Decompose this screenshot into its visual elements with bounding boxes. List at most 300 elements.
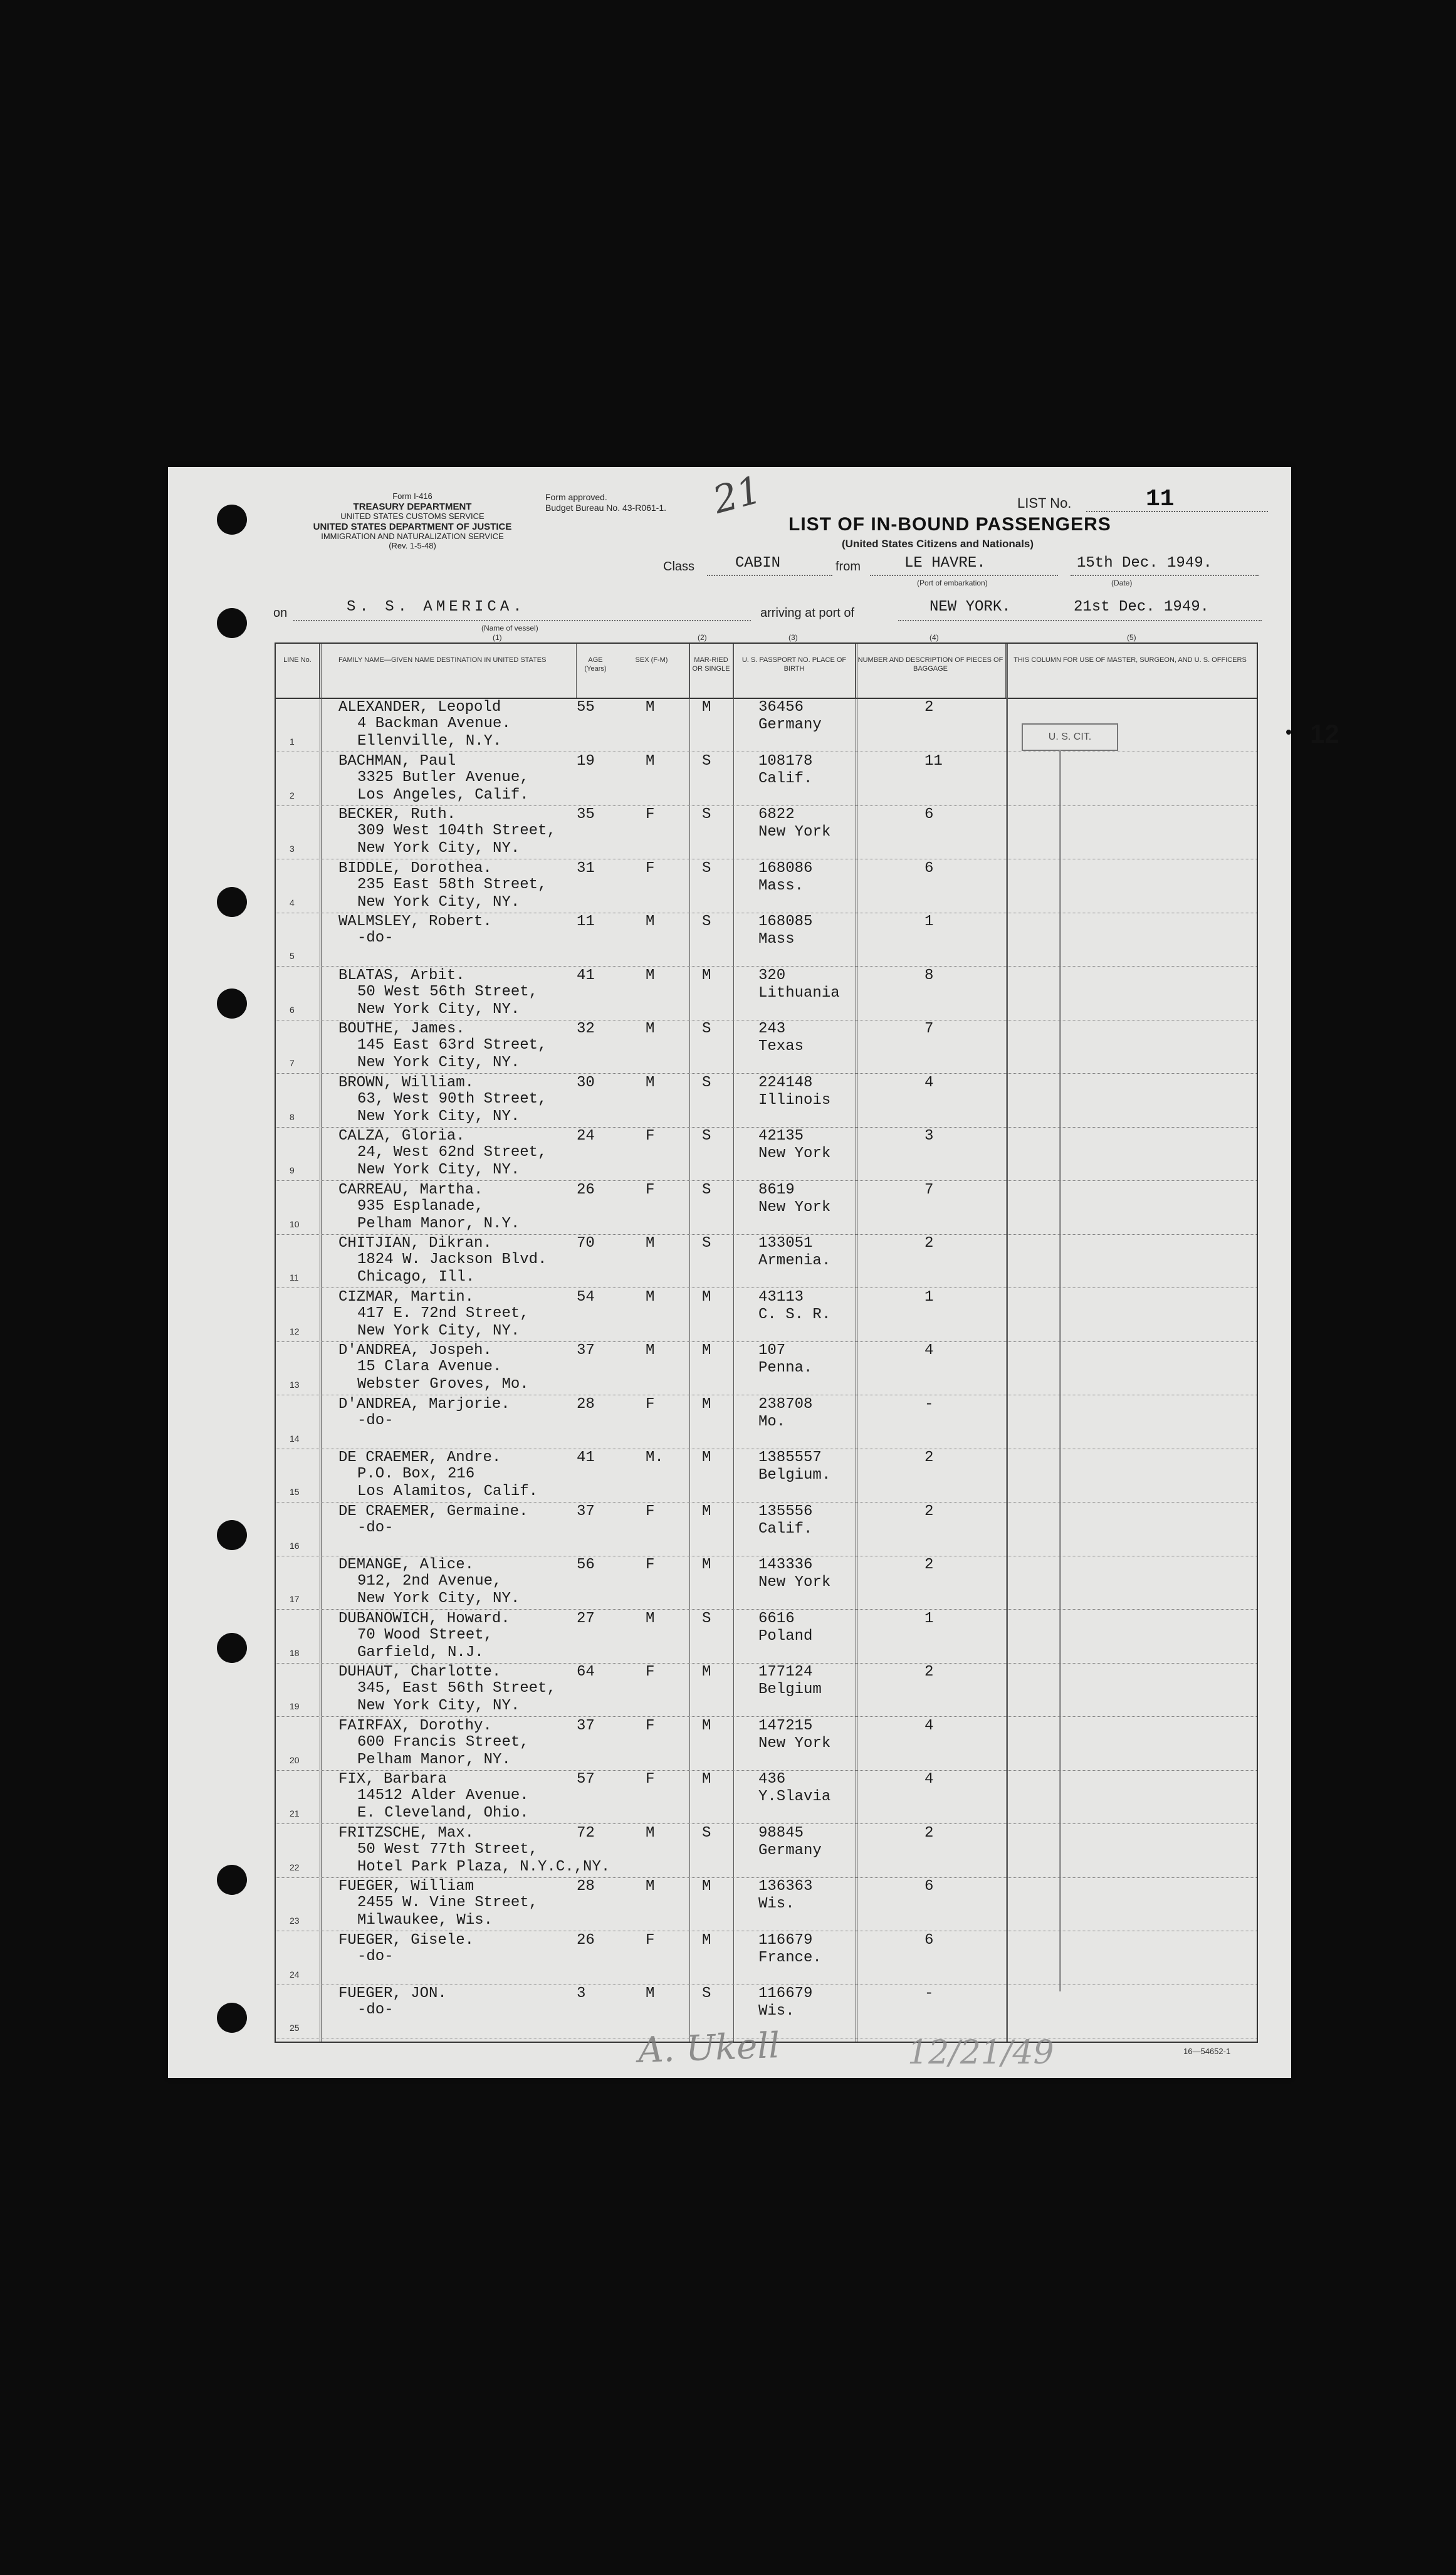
port-caption: (Port of embarkation) <box>917 579 988 587</box>
col-num-2: (2) <box>698 633 707 642</box>
place-of-birth: Germany <box>758 716 822 733</box>
passenger-name: FIX, Barbara <box>338 1771 447 1788</box>
approved-text: Form approved. <box>545 492 607 502</box>
destination-address: 417 E. 72nd Street, New York City, NY. <box>357 1304 529 1340</box>
passenger-name: BIDDLE, Dorothea. <box>338 859 492 877</box>
place-of-birth: New York <box>758 1145 831 1162</box>
passenger-age: 3 <box>577 1985 586 2002</box>
passenger-name: CHITJIAN, Dikran. <box>338 1235 492 1252</box>
line-number: 21 <box>290 1808 300 1818</box>
baggage-count: 2 <box>924 1449 934 1466</box>
destination-address: -do- <box>357 2001 394 2018</box>
table-row <box>276 1771 1257 1824</box>
baggage-count: 4 <box>924 1771 934 1788</box>
place-of-birth: New York <box>758 1734 831 1752</box>
passenger-name: ALEXANDER, Leopold <box>338 699 501 716</box>
form-header-left <box>278 492 547 551</box>
table-row <box>276 1182 1257 1235</box>
col-header-age: AGE (Years) <box>584 656 607 673</box>
marital-status: S <box>702 913 711 930</box>
marital-status: M <box>702 1717 711 1734</box>
table-row <box>276 806 1257 859</box>
passenger-age: 41 <box>577 967 595 984</box>
line-number: 14 <box>290 1433 300 1444</box>
destination-address: 2455 W. Vine Street, Milwaukee, Wis. <box>357 1894 538 1929</box>
passenger-name: BOUTHE, James. <box>338 1020 465 1037</box>
passport-number: 168086 <box>758 859 813 877</box>
from-label: from <box>835 560 861 574</box>
line-number: 10 <box>290 1219 300 1229</box>
passport-number: 224148 <box>758 1074 813 1091</box>
place-of-birth: Calif. <box>758 770 813 787</box>
passport-number: 43113 <box>758 1288 804 1306</box>
baggage-count: 7 <box>924 1181 934 1198</box>
baggage-count: 11 <box>924 752 943 770</box>
passport-number: 436 <box>758 1771 786 1788</box>
passport-number: 177124 <box>758 1664 813 1681</box>
place-of-birth: France. <box>758 1949 822 1966</box>
place-of-birth: Belgium <box>758 1681 822 1698</box>
passenger-age: 27 <box>577 1610 595 1627</box>
marital-status: S <box>702 859 711 877</box>
passenger-age: 11 <box>577 913 595 930</box>
place-of-birth: Mo. <box>758 1413 786 1430</box>
baggage-count: 2 <box>924 1824 934 1842</box>
passenger-count: 12 <box>1310 719 1339 748</box>
destination-address: 309 West 104th Street, New York City, NY. <box>357 822 556 857</box>
passenger-age: 72 <box>577 1824 595 1842</box>
handwritten-date: 12/21/49 <box>908 2034 1054 2072</box>
place-of-birth: Mass <box>758 931 795 948</box>
table-row <box>276 753 1257 806</box>
baggage-count: 4 <box>924 1717 934 1734</box>
passenger-sex: M <box>646 1342 655 1359</box>
destination-address: 50 West 77th Street, Hotel Park Plaza, N.Y.C.,NY. <box>357 1840 610 1875</box>
marital-status: S <box>702 1985 711 2002</box>
form-code: 16—54652-1 <box>1183 2047 1231 2056</box>
destination-address: 345, East 56th Street, New York City, NY. <box>357 1680 556 1714</box>
marital-status: M <box>702 1878 711 1895</box>
line-number: 16 <box>290 1540 300 1551</box>
form-approved <box>545 492 666 513</box>
marital-status: S <box>702 1181 711 1198</box>
passenger-sex: M <box>646 1824 655 1842</box>
passenger-name: DUBANOWICH, Howard. <box>338 1610 510 1627</box>
passenger-name: FUEGER, William <box>338 1878 474 1895</box>
passport-number: 107 <box>758 1342 786 1359</box>
vessel-caption: (Name of vessel) <box>481 624 538 632</box>
passenger-sex: F <box>646 1771 655 1788</box>
passenger-name: BLATAS, Arbit. <box>338 967 465 984</box>
destination-address: 63, West 90th Street, New York City, NY. <box>357 1090 547 1125</box>
marital-status: S <box>702 752 711 770</box>
baggage-count: 6 <box>924 1878 934 1895</box>
baggage-count: 6 <box>924 806 934 823</box>
class-label: Class <box>663 560 695 574</box>
col-header-sex: SEX (F-M) <box>614 644 689 699</box>
place-of-birth: Y.Slavia <box>758 1788 831 1805</box>
baggage-count: 1 <box>924 1610 934 1627</box>
passenger-sex: M <box>646 913 655 930</box>
marital-status: M <box>702 1931 711 1949</box>
destination-address: 912, 2nd Avenue, New York City, NY. <box>357 1573 520 1607</box>
passport-number: 116679 <box>758 1985 813 2002</box>
passenger-age: 37 <box>577 1342 595 1359</box>
passenger-age: 28 <box>577 1878 595 1895</box>
passenger-age: 57 <box>577 1771 595 1788</box>
baggage-count: 2 <box>924 1503 934 1520</box>
passenger-age: 31 <box>577 859 595 877</box>
passport-number: 147215 <box>758 1717 813 1734</box>
vessel-underline <box>293 620 751 621</box>
table-row <box>276 913 1257 967</box>
destination-address: 3325 Butler Avenue, Los Angeles, Calif. <box>357 768 529 804</box>
punch-hole <box>217 887 247 917</box>
place-of-birth: Penna. <box>758 1360 813 1377</box>
col-header-line-no: LINE No. <box>276 644 320 699</box>
table-row <box>276 1235 1257 1288</box>
passenger-sex: M <box>646 752 655 770</box>
passport-number: 168085 <box>758 913 813 930</box>
treasury-department: TREASURY DEPARTMENT <box>353 501 472 512</box>
punch-hole <box>217 1633 247 1663</box>
destination-address: 70 Wood Street, Garfield, N.J. <box>357 1626 493 1661</box>
table-row <box>276 1825 1257 1878</box>
place-of-birth: Wis. <box>758 2003 795 2020</box>
passenger-sex: M. <box>646 1449 664 1466</box>
page-title: LIST OF IN-BOUND PASSENGERS <box>788 514 1111 535</box>
table-row <box>276 1556 1257 1610</box>
passenger-age: 26 <box>577 1931 595 1949</box>
col-header-officers: THIS COLUMN FOR USE OF MASTER, SURGEON, AND U. S. OFFICERS <box>1013 656 1247 664</box>
line-number: 5 <box>290 951 295 961</box>
marital-status: S <box>702 1020 711 1037</box>
destination-address: 145 East 63rd Street, New York City, NY. <box>357 1037 547 1071</box>
passenger-name: BACHMAN, Paul <box>338 752 456 770</box>
passenger-age: 55 <box>577 699 595 716</box>
passenger-sex: M <box>646 1288 655 1306</box>
passenger-name: DE CRAEMER, Germaine. <box>338 1503 528 1520</box>
baggage-count: 4 <box>924 1342 934 1359</box>
col-num-3: (3) <box>788 633 798 642</box>
line-number: 24 <box>290 1969 300 1980</box>
place-of-birth: New York <box>758 1574 831 1591</box>
table-row <box>276 860 1257 913</box>
vessel-name: S. S. AMERICA. <box>347 599 526 616</box>
line-number: 11 <box>290 1272 299 1282</box>
punch-hole <box>217 505 247 535</box>
col-header-passport: U. S. PASSPORT NO. PLACE OF BIRTH <box>733 644 856 699</box>
table-row <box>276 1128 1257 1181</box>
place-of-birth: Mass. <box>758 877 804 894</box>
line-number: 8 <box>290 1111 295 1122</box>
line-number: 9 <box>290 1165 295 1175</box>
port-of-embarkation: LE HAVRE. <box>904 555 986 572</box>
class-value: CABIN <box>735 555 781 572</box>
destination-address: 15 Clara Avenue. Webster Groves, Mo. <box>357 1358 529 1393</box>
line-number: 18 <box>290 1647 300 1658</box>
place-of-birth: Calif. <box>758 1520 813 1538</box>
marital-status: S <box>702 1074 711 1091</box>
table-row <box>276 699 1257 752</box>
line-number: 20 <box>290 1754 300 1765</box>
table-row <box>276 1289 1257 1342</box>
passenger-name: D'ANDREA, Jospeh. <box>338 1342 492 1359</box>
destination-address: -do- <box>357 1519 394 1536</box>
port-underline <box>870 575 1058 576</box>
destination-address: 50 West 56th Street, New York City, NY. <box>357 983 538 1018</box>
date-underline <box>1071 575 1259 576</box>
line-number: 6 <box>290 1004 295 1015</box>
on-label: on <box>273 606 288 620</box>
table-row <box>276 1718 1257 1771</box>
marital-status: M <box>702 1503 711 1520</box>
passenger-sex: M <box>646 699 655 716</box>
passenger-name: BECKER, Ruth. <box>338 806 456 823</box>
destination-address: 14512 Alder Avenue. E. Cleveland, Ohio. <box>357 1787 529 1822</box>
passport-number: 243 <box>758 1020 786 1037</box>
passport-number: 133051 <box>758 1235 813 1252</box>
passport-number: 143336 <box>758 1556 813 1573</box>
line-number: 2 <box>290 790 295 800</box>
line-number: 3 <box>290 844 295 854</box>
list-no-value: 11 <box>1146 486 1175 513</box>
passenger-age: 30 <box>577 1074 595 1091</box>
customs-service: UNITED STATES CUSTOMS SERVICE <box>340 511 484 522</box>
passport-number: 135556 <box>758 1503 813 1520</box>
table-row <box>276 1449 1257 1503</box>
passenger-sex: M <box>646 1074 655 1091</box>
baggage-count: 4 <box>924 1074 934 1091</box>
line-number: 25 <box>290 2023 300 2033</box>
table-row <box>276 1074 1257 1128</box>
passport-number: 238708 <box>758 1395 813 1413</box>
passenger-name: DE CRAEMER, Andre. <box>338 1449 501 1466</box>
marital-status: M <box>702 1342 711 1359</box>
passenger-name: CARREAU, Martha. <box>338 1181 483 1198</box>
table-row <box>276 1396 1257 1449</box>
arrival-date: 21st Dec. 1949. <box>1074 599 1210 616</box>
passenger-sex: F <box>646 859 655 877</box>
marital-status: M <box>702 1449 711 1466</box>
page-subtitle: (United States Citizens and Nationals) <box>842 538 1034 550</box>
marital-status: S <box>702 1610 711 1627</box>
line-number: 12 <box>290 1326 300 1336</box>
passport-number: 1385557 <box>758 1449 822 1466</box>
destination-address: 1824 W. Jackson Blvd. Chicago, Ill. <box>357 1251 547 1286</box>
list-no-label: LIST No. <box>1017 495 1072 511</box>
punch-hole <box>217 2003 247 2033</box>
table-row <box>276 1664 1257 1717</box>
line-number: 22 <box>290 1862 300 1872</box>
marital-status: M <box>702 1664 711 1681</box>
line-number: 19 <box>290 1701 300 1711</box>
passenger-name: DUHAUT, Charlotte. <box>338 1664 501 1681</box>
passenger-sex: M <box>646 1610 655 1627</box>
place-of-birth: Germany <box>758 1842 822 1859</box>
passenger-sex: F <box>646 806 655 823</box>
marital-status: S <box>702 806 711 823</box>
destination-address: 935 Esplanade, Pelham Manor, N.Y. <box>357 1197 520 1232</box>
baggage-count: 2 <box>924 699 934 716</box>
table-row <box>276 967 1257 1020</box>
place-of-birth: Poland <box>758 1627 813 1645</box>
marital-status: S <box>702 1824 711 1842</box>
line-number: 15 <box>290 1487 300 1497</box>
passenger-name: DEMANGE, Alice. <box>338 1556 474 1573</box>
list-no-underline <box>1086 511 1268 512</box>
punch-hole <box>217 1520 247 1550</box>
passenger-age: 28 <box>577 1395 595 1413</box>
marital-status: S <box>702 1128 711 1145</box>
passenger-name: CIZMAR, Martin. <box>338 1288 474 1306</box>
passenger-sex: M <box>646 1020 655 1037</box>
passenger-sex: M <box>646 967 655 984</box>
passport-number: 6616 <box>758 1610 795 1627</box>
date-caption: (Date) <box>1111 579 1133 587</box>
passenger-sex: M <box>646 1985 655 2002</box>
form-revision: (Rev. 1-5-48) <box>389 541 436 551</box>
passenger-sex: F <box>646 1503 655 1520</box>
passport-number: 6822 <box>758 806 795 823</box>
baggage-count: 8 <box>924 967 934 984</box>
passenger-age: 26 <box>577 1181 595 1198</box>
line-number: 23 <box>290 1916 300 1926</box>
baggage-count: 6 <box>924 1931 934 1949</box>
passenger-age: 70 <box>577 1235 595 1252</box>
marital-status: M <box>702 1395 711 1413</box>
justice-department: UNITED STATES DEPARTMENT OF JUSTICE <box>313 522 512 533</box>
line-number: 4 <box>290 897 295 908</box>
passenger-name: FUEGER, Gisele. <box>338 1931 474 1949</box>
table-row <box>276 1610 1257 1664</box>
passenger-sex: M <box>646 1878 655 1895</box>
baggage-count: 2 <box>924 1235 934 1252</box>
col-num-5: (5) <box>1127 633 1136 642</box>
baggage-count: 2 <box>924 1556 934 1573</box>
destination-address: 235 East 58th Street, New York City, NY. <box>357 876 547 911</box>
handwritten-21: 21 <box>708 468 767 523</box>
table-row <box>276 1503 1257 1556</box>
passenger-age: 54 <box>577 1288 595 1306</box>
passenger-age: 37 <box>577 1717 595 1734</box>
passenger-age: 64 <box>577 1664 595 1681</box>
arrival-underline <box>898 620 1262 621</box>
marital-status: M <box>702 699 711 716</box>
passenger-name: D'ANDREA, Marjorie. <box>338 1395 510 1413</box>
place-of-birth: Illinois <box>758 1091 831 1109</box>
passenger-age: 56 <box>577 1556 595 1573</box>
budget-bureau: Budget Bureau No. 43-R061-1. <box>545 502 667 513</box>
passport-number: 8619 <box>758 1181 795 1198</box>
passenger-age: 19 <box>577 752 595 770</box>
table-row <box>276 1342 1257 1395</box>
passenger-sex: F <box>646 1128 655 1145</box>
marital-status: M <box>702 967 711 984</box>
passenger-name: WALMSLEY, Robert. <box>338 913 492 930</box>
baggage-count: 7 <box>924 1020 934 1037</box>
marital-status: M <box>702 1771 711 1788</box>
place-of-birth: New York <box>758 1198 831 1216</box>
baggage-count: - <box>924 1985 934 2002</box>
passenger-sex: F <box>646 1931 655 1949</box>
passenger-name: FUEGER, JON. <box>338 1985 447 2002</box>
place-of-birth: Belgium. <box>758 1467 831 1484</box>
passenger-sex: F <box>646 1395 655 1413</box>
passenger-age: 35 <box>577 806 595 823</box>
passenger-name: CALZA, Gloria. <box>338 1128 465 1145</box>
destination-address: 600 Francis Street, Pelham Manor, NY. <box>357 1733 529 1768</box>
passenger-sex: F <box>646 1664 655 1681</box>
destination-address: 24, West 62nd Street, New York City, NY. <box>357 1144 547 1178</box>
passenger-table <box>275 642 1339 2043</box>
punch-hole <box>217 1865 247 1895</box>
place-of-birth: Armenia. <box>758 1252 831 1269</box>
place-of-birth: New York <box>758 824 831 841</box>
passport-number: 36456 <box>758 699 804 716</box>
place-of-birth: Texas <box>758 1038 804 1055</box>
marital-status: M <box>702 1288 711 1306</box>
punch-hole <box>217 989 247 1019</box>
line-number: 7 <box>290 1058 295 1068</box>
arrival-port: NEW YORK. <box>930 599 1011 616</box>
passenger-age: 24 <box>577 1128 595 1145</box>
passenger-sex: M <box>646 1235 655 1252</box>
line-number: 13 <box>290 1380 300 1390</box>
passenger-sex: F <box>646 1717 655 1734</box>
marital-status: S <box>702 1235 711 1252</box>
passport-number: 116679 <box>758 1931 813 1949</box>
class-underline <box>707 575 832 576</box>
manifest-sheet <box>168 467 1339 2078</box>
line-number: 17 <box>290 1594 300 1604</box>
col-num-1: (1) <box>493 633 502 642</box>
baggage-count: 3 <box>924 1128 934 1145</box>
embark-date: 15th Dec. 1949. <box>1077 555 1213 572</box>
marital-status: M <box>702 1556 711 1573</box>
table-row <box>276 1878 1257 1931</box>
immigration-service: IMMIGRATION AND NATURALIZATION SERVICE <box>321 532 504 542</box>
passport-number: 136363 <box>758 1878 813 1895</box>
us-cit-stamp: U. S. CIT. <box>1022 723 1118 751</box>
destination-address: -do- <box>357 930 394 947</box>
col-num-4: (4) <box>930 633 939 642</box>
passenger-age: 32 <box>577 1020 595 1037</box>
col-header-married: MAR-RIED OR SINGLE <box>689 644 733 699</box>
passenger-name: FRITZSCHE, Max. <box>338 1824 474 1842</box>
passport-number: 320 <box>758 967 786 984</box>
destination-address: 4 Backman Avenue. Ellenville, N.Y. <box>357 715 511 750</box>
passenger-name: FAIRFAX, Dorothy. <box>338 1717 492 1734</box>
destination-address: -do- <box>357 1412 394 1429</box>
passenger-age: 41 <box>577 1449 595 1466</box>
passenger-sex: F <box>646 1556 655 1573</box>
passport-number: 98845 <box>758 1824 804 1842</box>
col-header-baggage: NUMBER AND DESCRIPTION OF PIECES OF BAGGAGE <box>856 644 1006 699</box>
table-row <box>276 1020 1257 1074</box>
form-number: Form I-416 <box>392 491 432 501</box>
line-number: 1 <box>290 737 295 747</box>
passenger-sex: F <box>646 1181 655 1198</box>
destination-address: -do- <box>357 1948 394 1965</box>
baggage-count: - <box>924 1395 934 1413</box>
place-of-birth: Wis. <box>758 1896 795 1912</box>
passenger-name: BROWN, William. <box>338 1074 474 1091</box>
baggage-count: 2 <box>924 1664 934 1681</box>
destination-address: P.O. Box, 216 Los Alamitos, Calif. <box>357 1466 538 1500</box>
baggage-count: 1 <box>924 1288 934 1306</box>
passenger-age: 37 <box>577 1503 595 1520</box>
